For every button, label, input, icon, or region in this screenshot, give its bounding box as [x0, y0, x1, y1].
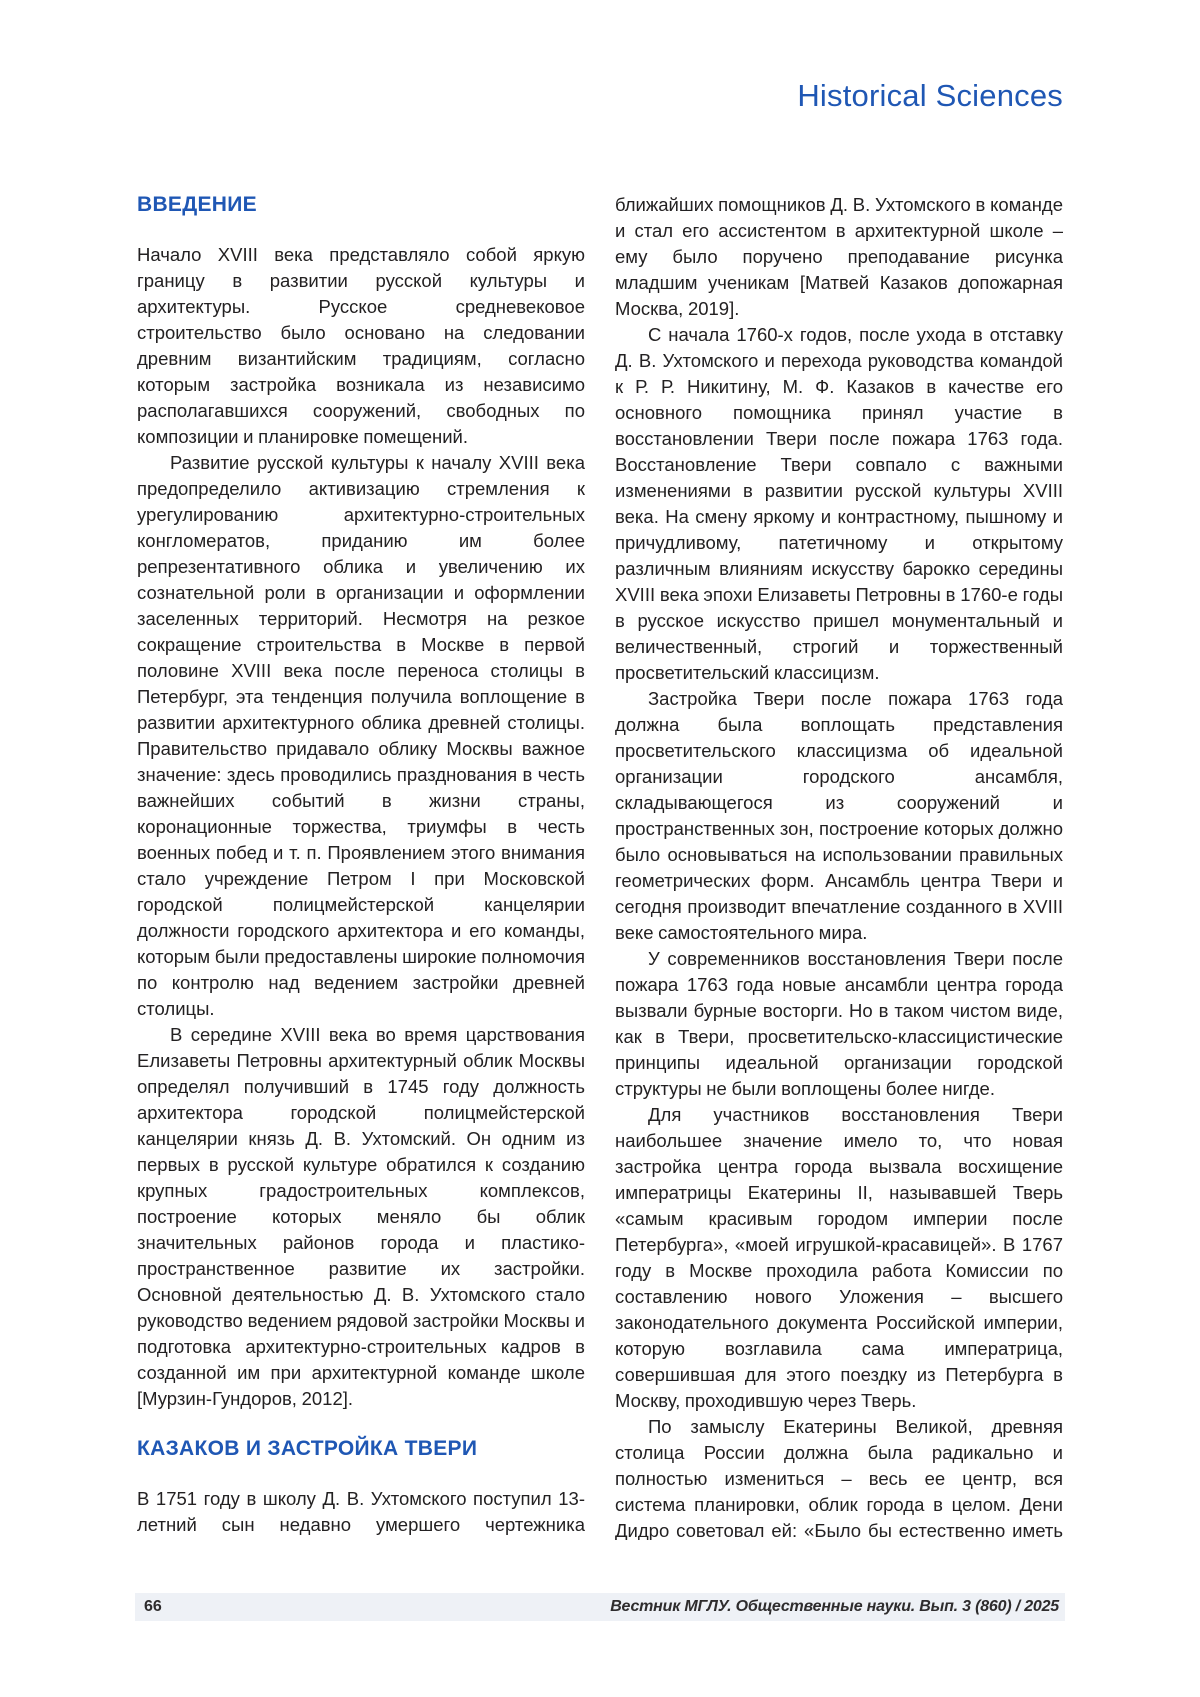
- journal-reference: Вестник МГЛУ. Общественные науки. Вып. 3 (860) / 2025: [610, 1598, 1059, 1615]
- body-paragraph: В 1751 году в школу Д. В. Ухтомского поступил 13-летний сын недавно умершего чертежника: [137, 1488, 585, 1535]
- body-paragraph: По замыслу Екатерины Великой, древняя столица России должна была радикально и полностью измениться – весь ее центр, вся система планировки, облик города в целом. Дени Дидро советовал ей: «Было бы естественно иметь: [615, 1416, 1063, 1540]
- body-paragraph: ближайших помощников Д. В. Ухтомского в команде и стал его ассистентом в архитектурной школе – ему было поручено преподавание рисунка младшим ученикам [Матвей Казаков допожарная Москва, 2019].: [615, 194, 1063, 319]
- page-footer: [135, 1593, 1065, 1621]
- text-column-left: [137, 192, 585, 1540]
- section-heading: ВВЕДЕНИЕ: [137, 193, 257, 216]
- body-paragraph: Застройка Твери после пожара 1763 года должна была воплощать представления просветительского классицизма об идеальной организации городского ансамбля, складывающегося из сооружений и пространственных зон, построение которых должно было основываться на использовании правильных геометрических форм. Ансамбль центра Твери и сегодня производит впечатление созданного в XVIII веке самостоятельного мира.: [615, 688, 1063, 943]
- article-body: [137, 192, 1063, 1540]
- page-number: 66: [144, 1598, 162, 1615]
- body-paragraph: Для участников восстановления Твери наибольшее значение имело то, что новая застройка центра города вызвала восхищение императрицы Екатерины II, называвшей Тверь «самым красивым городом империи после Петербурга», «моей игрушкой-красавицей». В 1767 году в Москве проходила работа Комиссии по составлению нового Уложения – высшего законодательного документа Российской империи, которую возглавила сама императрица, совершившая для этого поездку из Петербурга в Москву, проходившую через Тверь.: [615, 1104, 1063, 1411]
- body-paragraph: В середине XVIII века во время царствования Елизаветы Петровны архитектурный облик Москвы определял получивший в 1745 году должность архитектора городской полицмейстерской канцелярии князь Д. В. Ухтомский. Он одним из первых в русской культуре обратился к созданию крупных градостроительных комплексов, построение которых меняло бы облик значительных районов города и пластико-пространственное развитие их застройки. Основной деятельностью Д. В. Ухтомского стало руководство ведением рядовой застройки Москвы и подготовка архитектурно-строительных кадров в созданной им при архитектурной команде школе [Мурзин-Гундоров, 2012].: [137, 1024, 585, 1409]
- running-head-section: Historical Sciences: [797, 78, 1063, 113]
- section-heading: КАЗАКОВ И ЗАСТРОЙКА ТВЕРИ: [137, 1437, 478, 1460]
- body-paragraph: Начало XVIII века представляло собой яркую границу в развитии русской культуры и архитектуры. Русское средневековое строительство было основано на следовании древним византийским традициям, согласно которым застройка возникала из независимо располагавшихся сооружений, свободных по композиции и планировке помещений.: [137, 244, 585, 447]
- text-column-right: [615, 192, 1063, 1540]
- body-paragraph: Развитие русской культуры к началу XVIII века предопределило активизацию стремления к урегулированию архитектурно-строительных конгломератов, приданию им более репрезентативного облика и увеличению их сознательной роли в организации и оформлении заселенных территорий. Несмотря на резкое сокращение строительства в Москве в первой половине XVIII века после переноса столицы в Петербург, эта тенденция получила воплощение в развитии архитектурного облика древней столицы. Правительство придавало облику Москвы важное значение: здесь проводились празднования в честь важнейших событий в жизни страны, коронационные торжества, триумфы в честь военных побед и т. п. Проявлением этого внимания стало учреждение Петром I при Московской городской полицмейстерской канцелярии должности городского архитектора и его команды, которым были предоставлены широкие полномочия по контролю над ведением застройки древней столицы.: [137, 452, 585, 1019]
- body-paragraph: С начала 1760-х годов, после ухода в отставку Д. В. Ухтомского и перехода руководства командой к Р. Р. Никитину, М. Ф. Казаков в качестве его основного помощника принял участие в восстановлении Твери после пожара 1763 года. Восстановление Твери совпало с важными изменениями в развитии русской культуры XVIII века. На смену яркому и контрастному, пышному и причудливому, патетичному и открытому различным влияниям искусству барокко середины XVIII века эпохи Елизаветы Петровны в 1760-е годы в русское искусство пришел монументальный и величественный, строгий и торжественный просветительский классицизм.: [615, 324, 1063, 683]
- body-paragraph: У современников восстановления Твери после пожара 1763 года новые ансамбли центра города вызвали бурные восторги. Но в таком чистом виде, как в Твери, просветительско-классицистические принципы идеальной организации городской структуры не были воплощены более нигде.: [615, 948, 1063, 1099]
